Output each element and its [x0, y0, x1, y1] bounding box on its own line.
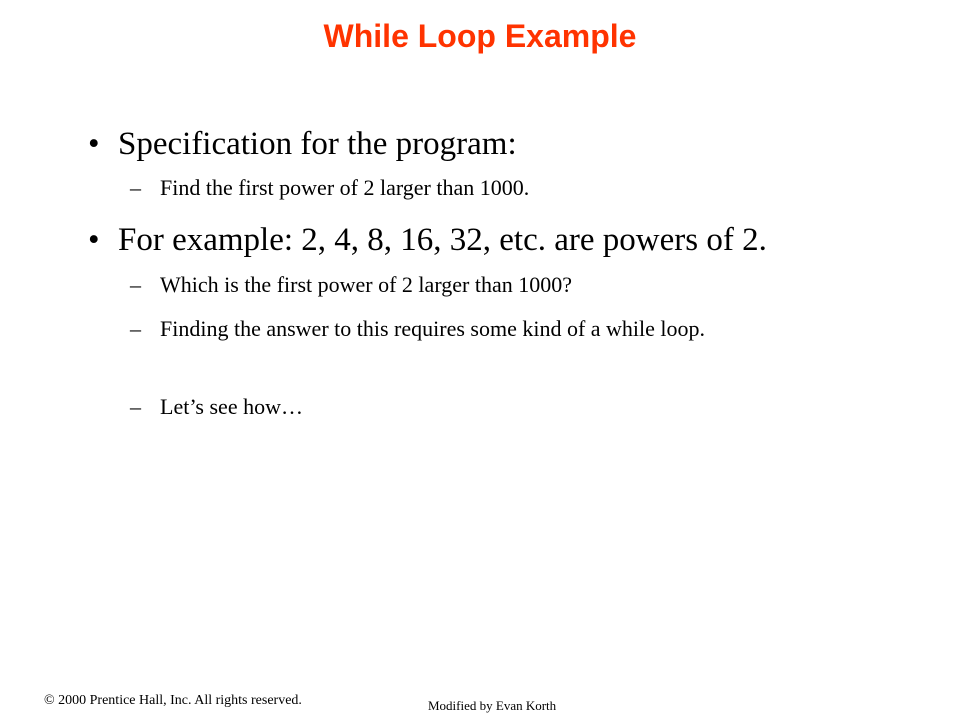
sub-bullet-item	[130, 390, 830, 423]
modified-by-footer: Modified by Evan Korth	[428, 698, 557, 713]
sub-bullet-item	[130, 171, 830, 204]
sub-bullet-item	[130, 312, 830, 345]
bullet-text: Specification for the program:	[118, 126, 517, 162]
bullet-marker: •	[88, 126, 100, 162]
sub-bullet-text: Finding the answer to this requires some kind of a while loop.	[160, 316, 706, 341]
slide-title: While Loop Example	[323, 18, 637, 54]
sub-bullet-marker: –	[130, 394, 141, 419]
bullet-item	[88, 124, 517, 164]
sub-bullet-marker: –	[130, 316, 141, 341]
bullet-marker: •	[88, 222, 100, 258]
bullet-text: For example: 2, 4, 8, 16, 32, etc. are powers of 2.	[118, 222, 767, 258]
sub-bullet-text: Let’s see how…	[160, 394, 303, 419]
sub-bullet-marker: –	[130, 175, 141, 200]
bullet-item	[88, 220, 767, 260]
sub-bullet-marker: –	[130, 272, 141, 297]
sub-bullet-text: Find the first power of 2 larger than 1000.	[160, 175, 530, 200]
sub-bullet-text: Which is the first power of 2 larger than 1000?	[160, 272, 572, 297]
copyright-footer: © 2000 Prentice Hall, Inc. All rights reserved.	[44, 693, 302, 708]
sub-bullet-item	[130, 268, 830, 301]
